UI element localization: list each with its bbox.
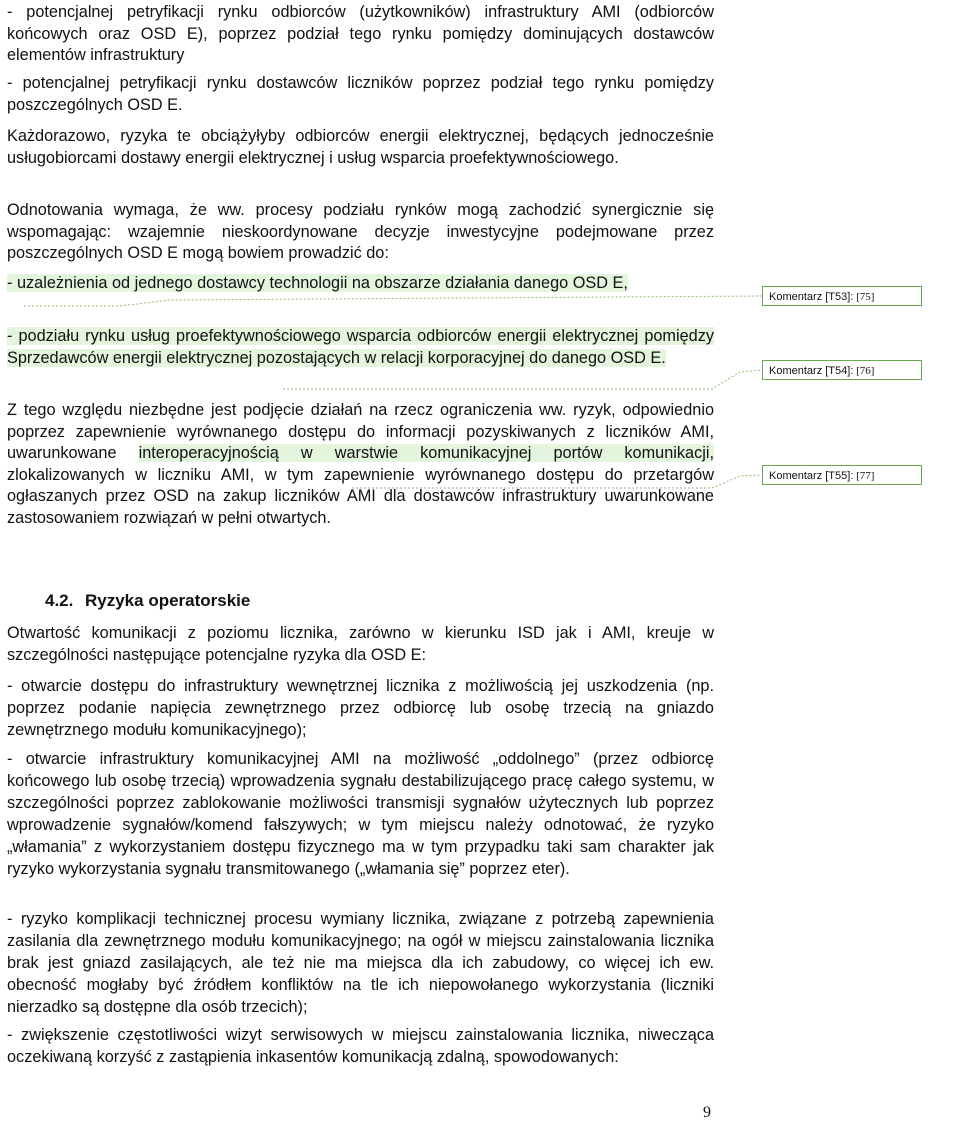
comment-ref: [75] xyxy=(856,291,875,303)
highlighted-text-t53: - uzależnienia od jednego dostawcy technologii na obszarze działania danego OSD E, xyxy=(7,274,628,292)
comment-label: Komentarz [T53]: xyxy=(769,291,854,303)
comment-t55[interactable] xyxy=(762,465,922,485)
comment-ref: [76] xyxy=(856,365,875,377)
paragraph-4: Odnotowania wymaga, że ww. procesy podziału rynków mogą zachodzić synergicznie się wspomagając: wzajemnie nieskoordynowane decyzje inwestycyjne podejmowane przez poszczególnych OSD E mogą bowiem prowadzić do: xyxy=(7,201,714,263)
comment-t54[interactable] xyxy=(762,360,922,380)
paragraph-10: - otwarcie infrastruktury komunikacyjnej AMI na możliwość „oddolnego” (przez odbiorcę końcowego lub osobę trzecią) wprowadzenia sygnału destabilizującego pracę całego systemu, w szczególności poprzez zablokowanie możliwości transmisji sygnałów użytecznych lub poprzez wprowadzenie sygnałów/komend fałszywych; w tym miejscu należy odnotować, że ryzyko „włamania” z wykorzystaniem dostępu fizycznego ma w tym przypadku taki sam charakter jak ryzyko wykorzystania sygnału transmitowanego („włamania się” poprzez eter). xyxy=(7,750,714,878)
section-heading xyxy=(45,591,250,611)
paragraph-1: - potencjalnej petryfikacji rynku odbiorców (użytkowników) infrastruktury AMI (odbiorców końcowych oraz OSD E), poprzez podział tego rynku pomiędzy dominujących dostawców elementów infrastruktury xyxy=(7,3,714,65)
paragraph-8: Otwartość komunikacji z poziomu licznika, zarówno w kierunku ISD jak i AMI, kreuje w szczególności następujące potencjalne ryzyka dla OSD E: xyxy=(7,624,714,664)
paragraph-7-part-b: zlokalizowanych w liczniku AMI, w tym zapewnienie wyrównanego dostępu do przetargów ogłaszanych przez OSD na zakup liczników AMI dla dostawców infrastruktury uwarunkowane zastosowaniem rozwiązań w pełni otwartych. xyxy=(7,465,714,527)
comment-label: Komentarz [T55]: xyxy=(769,470,854,482)
paragraph-11: - ryzyko komplikacji technicznej procesu wymiany licznika, związane z potrzebą zapewnienia zasilania dla zewnętrznego modułu komunikacyjnego; na ogół w miejscu zainstalowania licznika brak jest gniazd zasilających, ale też nie ma miejsca dla ich zabudowy, co więcej ich ew. obecność mogłaby być źródłem konfliktów na tle ich niepowołanego wykorzystania (liczniki nierzadko są dostępne dla osób trzecich); xyxy=(7,910,714,1016)
section-title: Ryzyka operatorskie xyxy=(85,591,251,610)
paragraph-3: Każdorazowo, ryzyka te obciążyłyby odbiorców energii elektrycznej, będących jednocześnie usługobiorcami dostawy energii elektrycznej i usług wsparcia proefektywnościowego. xyxy=(7,127,714,167)
highlighted-text-t55: interoperacyjnością w warstwie komunikacyjnej portów komunikacji, xyxy=(138,444,714,463)
highlighted-text-t54: - podziału rynku usług proefektywnościowego wsparcia odbiorców energii elektrycznej pomiędzy Sprzedawców energii elektrycznej pozostających w relacji korporacyjnej do danego OSD E. xyxy=(7,327,714,367)
comment-t53[interactable] xyxy=(762,286,922,306)
paragraph-9: - otwarcie dostępu do infrastruktury wewnętrznej licznika z możliwością jej uszkodzenia (np. poprzez podanie napięcia zewnętrznego przez odbiorcę lub osobę trzecią na gniazdo zewnętrznego modułu komunikacyjnego); xyxy=(7,677,714,739)
paragraph-7 xyxy=(7,400,714,530)
paragraph-5 xyxy=(7,273,714,295)
section-number: 4.2. xyxy=(45,591,74,610)
connector-t53 xyxy=(24,296,762,306)
connector-t54 xyxy=(283,370,762,389)
paragraph-2: - potencjalnej petryfikacji rynku dostawców liczników poprzez podział tego rynku pomiędzy poszczególnych OSD E. xyxy=(7,74,714,114)
comment-ref: [77] xyxy=(856,470,875,482)
comment-label: Komentarz [T54]: xyxy=(769,365,854,377)
paragraph-6 xyxy=(7,326,714,369)
paragraph-7-part-a: Z tego względu niezbędne jest podjęcie działań na rzecz ograniczenia ww. ryzyk, odpowiednio poprzez zapewnienie wyrównanego dostępu do informacji pozyskiwanych z liczników AMI, uwarunkowane xyxy=(7,401,714,463)
page-number: 9 xyxy=(703,1104,711,1121)
paragraph-12: - zwiększenie częstotliwości wizyt serwisowych w miejscu zainstalowania licznika, niwecząca oczekiwaną korzyść z zastąpienia inkasentów komunikacją zdalną, spowodowanych: xyxy=(7,1026,714,1066)
